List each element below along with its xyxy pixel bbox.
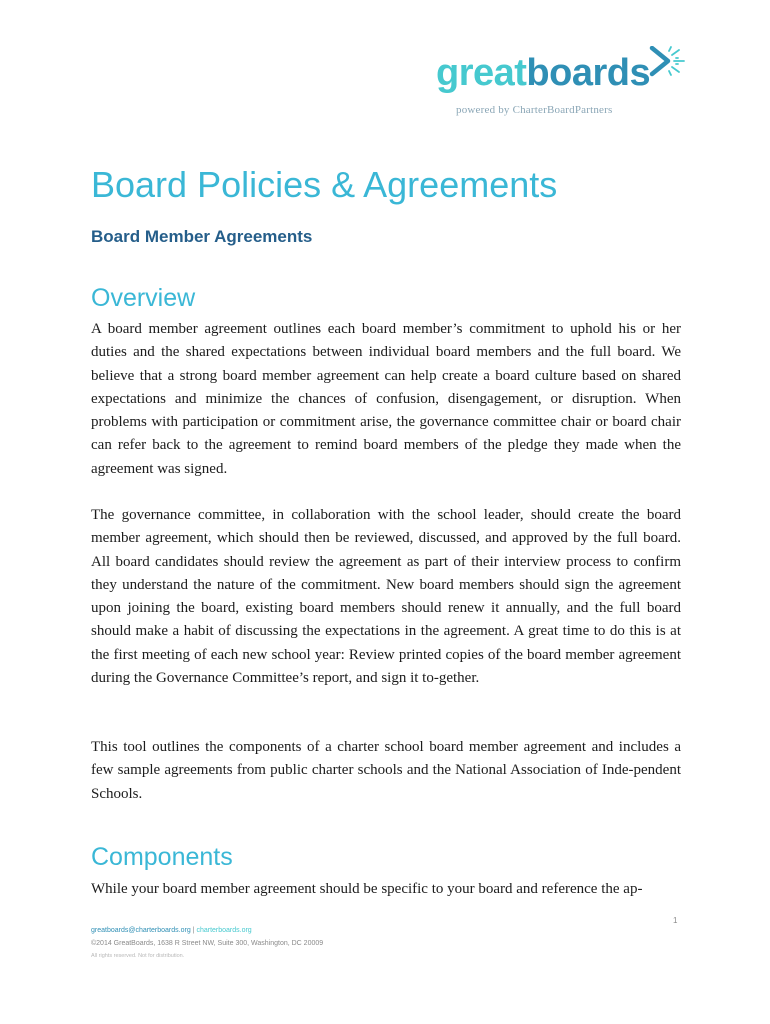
chevron-right-burst-icon [648,46,686,86]
footer-contact-line [91,924,323,937]
components-paragraph-1: While your board member agreement should be specific to your board and reference the ap- [91,881,643,897]
overview-heading: Overview [91,284,196,312]
logo-word-great: great [436,52,527,94]
greatboards-logo [436,46,686,122]
overview-paragraph-2: The governance committee, in collaboration with the school leader, should create the board member agreement, which should then be reviewed, discussed, and approved by the full board. All board candidates should review the agreement as part of their interview process to confirm they understand the nature of the commitment. New board members should sign the agreement upon joining the board, existing board members should renew it annually, and the full board should make a habit of discussing the expectations in the agreement. A great time to do this is at the first meeting of each new school year: Review printed copies of the board member agreement during the Governance Committee’s report, and sign it to-gether. [91,507,681,687]
logo-tagline: powered by CharterBoardPartners [456,104,613,116]
page-footer [91,924,323,963]
footer-separator: | [192,927,195,934]
components-heading: Components [91,843,233,871]
footer-email-link[interactable]: greatboards@charterboards.org [91,927,191,934]
overview-paragraph-3: This tool outlines the components of a charter school board member agreement and includes a few sample agreements from public charter schools and the National Association of Inde-pendent Schools. [91,739,681,802]
footer-address: ©2014 GreatBoards, 1638 R Street NW, Suite 300, Washington, DC 20009 [91,940,324,947]
footer-rights: All rights reserved. Not for distribution. [91,953,185,959]
document-title: Board Policies & Agreements [91,164,558,205]
footer-website-link[interactable]: charterboards.org [196,927,252,934]
logo-wordmark [436,54,650,92]
document-subtitle: Board Member Agreements [91,227,313,246]
overview-paragraph-1: A board member agreement outlines each board member’s commitment to uphold his or her duties and the shared expectations between individual board members and the full board. We believe that a strong board member agreement can help create a board culture based on shared expectations and minimize the chances of confusion, disengagement, or disruption. When problems with participation or commitment arise, the governance committee chair or board chair can refer back to the agreement to remind board members of the pledge they made when the agreement was signed. [91,321,681,477]
page-number: 1 [673,916,678,925]
logo-word-boards: boards [526,52,651,94]
